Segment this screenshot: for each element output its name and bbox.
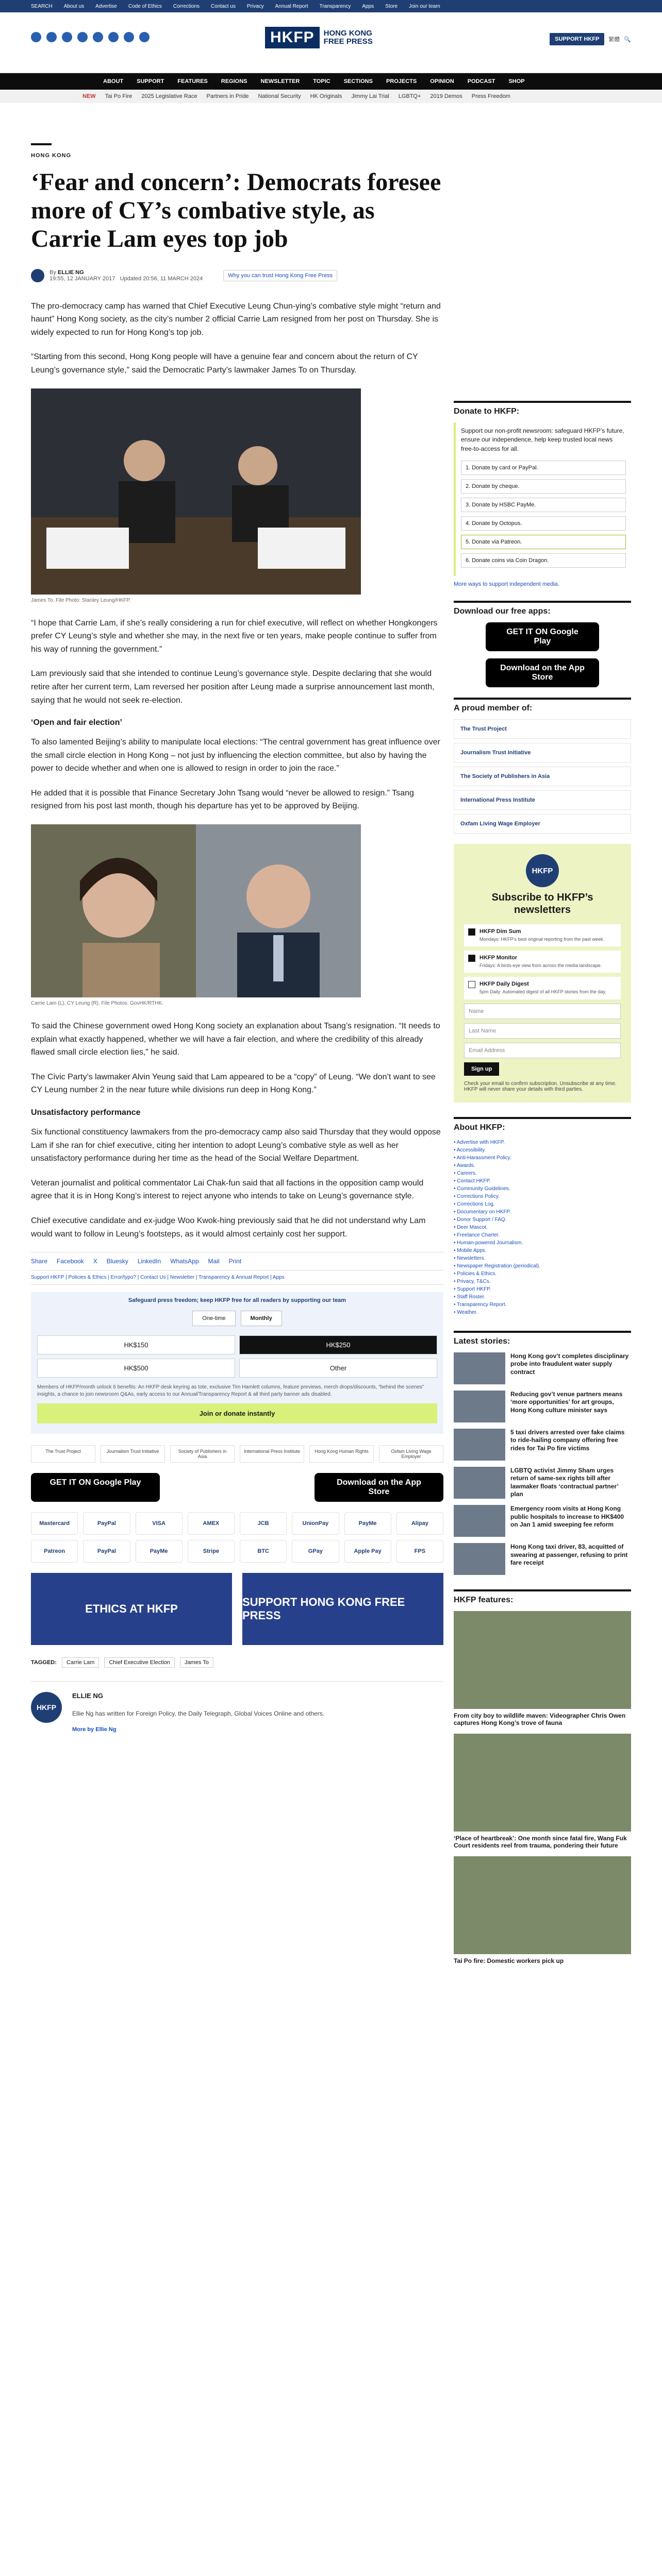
article bbox=[31, 143, 443, 1734]
x-icon[interactable] bbox=[46, 32, 57, 42]
ethics-promo[interactable]: ETHICS AT HKFP bbox=[31, 1573, 232, 1645]
sign-up-button[interactable]: Sign up bbox=[464, 1062, 499, 1076]
topbar-link[interactable]: Annual Report bbox=[275, 3, 308, 9]
masthead bbox=[0, 12, 662, 73]
paragraph: The Civic Party’s lawmaker Alvin Yeung said that Lam appeared to be a “copy” of Leung. “We don’t want to see CY Leung number 2 in the near future while divisions run deep in Hong Kong.” bbox=[31, 1072, 436, 1095]
membership-note: Members of HKFP/month unlock 6 benefits: An HKFP desk keyring as tote, exclusive Tim Hamlett columns, feature previews, merch drops/discounts, “behind the scenes” insights, a chance to join newsroom Q&As, early access to our Annual/Transparency Report & all third party banner ads disabled. bbox=[37, 1384, 424, 1398]
byline bbox=[31, 269, 443, 282]
promo-banners bbox=[31, 1573, 443, 1645]
feature-headline[interactable]: From city boy to wildlife maven: Videographer Chris Owen captures Hong Kong’s trove of fauna bbox=[454, 1711, 626, 1726]
amount-grid bbox=[37, 1335, 437, 1378]
subnav-item[interactable]: Partners in Pride bbox=[206, 93, 249, 99]
story-headline[interactable]: Hong Kong taxi driver, 83, acquitted of swearing at passenger, refusing to print fare receipt bbox=[510, 1543, 628, 1567]
story-thumbnail bbox=[454, 1352, 505, 1384]
share-link[interactable]: X bbox=[93, 1258, 97, 1265]
trust-logo[interactable]: Hong Kong Human Rights bbox=[309, 1445, 374, 1463]
tag[interactable]: Carrie Lam bbox=[62, 1657, 99, 1668]
threads-icon[interactable] bbox=[77, 32, 88, 42]
about-link[interactable]: • Anti-Harassment Policy. bbox=[454, 1155, 511, 1161]
payment-logo: FPS bbox=[396, 1540, 443, 1563]
feature-image[interactable] bbox=[454, 1611, 631, 1709]
support-promo[interactable]: SUPPORT HONG KONG FREE PRESS bbox=[242, 1573, 443, 1645]
latest-story[interactable] bbox=[454, 1429, 631, 1461]
support-hkfp-button[interactable]: SUPPORT HKFP bbox=[550, 33, 604, 45]
payment-logo: PayMe bbox=[344, 1512, 391, 1535]
trust-logo[interactable]: Society of Publishers in Asia bbox=[170, 1445, 235, 1463]
app-store-badge[interactable]: Download on the App Store bbox=[315, 1473, 443, 1502]
nav-item[interactable]: NEWSLETTER bbox=[260, 78, 300, 84]
member-title: A proud member of: bbox=[454, 698, 631, 713]
monthly-option[interactable]: Monthly bbox=[241, 1311, 282, 1326]
paragraph: He added that it is possible that Finance Secretary John Tsang would “never be allowed to resign.” Tsang resigned from his post last month, though his departure has yet to be approved by Beijing. bbox=[31, 788, 414, 811]
about-link[interactable]: • Careers. bbox=[454, 1170, 477, 1176]
chinese-language-link[interactable]: 繁體 bbox=[608, 37, 620, 43]
newsletter-option[interactable] bbox=[464, 977, 621, 999]
paragraph: The pro-democracy camp has warned that Chief Executive Leung Chun-ying’s combative style might “return and haunt” Hong Kong society, as the city’s number 2 official Carrie Lam resigned from her post on Thursday. She is widely expected to run for Hong Kong’s top job. bbox=[31, 301, 441, 337]
join-donate-button[interactable]: Join or donate instantly bbox=[37, 1403, 437, 1423]
paragraph: Chief executive candidate and ex-judge Woo Kwok-hing previously said that he did not understand why Lam would want to follow in Leung’s footsteps, as it would almost certainly cost her support. bbox=[31, 1216, 426, 1239]
google-play-badge[interactable]: GET IT ON Google Play bbox=[486, 622, 599, 651]
payment-logo: Mastercard bbox=[31, 1512, 78, 1535]
donate-panel-heading: Safeguard press freedom; keep HKFP free for all readers by supporting our team bbox=[128, 1297, 346, 1304]
logo-line2: FREE PRESS bbox=[323, 37, 373, 46]
name-field[interactable]: Name bbox=[464, 1004, 621, 1019]
newsletter-fine-print: Check your email to confirm subscription. Unsubscribe at any time. HKFP will never share your details with third parties. bbox=[464, 1080, 617, 1092]
bluesky-icon[interactable] bbox=[93, 32, 103, 42]
payment-logo: JCB bbox=[240, 1512, 287, 1535]
author-box-avatar: HKFP bbox=[31, 1692, 62, 1723]
frequency-toggle bbox=[37, 1311, 437, 1326]
about-list bbox=[454, 1139, 631, 1316]
partner-logo[interactable]: Oxfam Living Wage Employer bbox=[454, 814, 631, 834]
newsletter-name: HKFP Daily Digest bbox=[479, 981, 529, 988]
why-trust-link[interactable]: Why you can trust Hong Kong Free Press bbox=[223, 270, 337, 281]
payment-logo: BTC bbox=[240, 1540, 287, 1563]
partner-logo[interactable]: The Society of Publishers in Asia bbox=[454, 767, 631, 786]
nav-item[interactable]: PODCAST bbox=[467, 78, 495, 84]
subnav-item[interactable]: LGBTQ+ bbox=[398, 93, 421, 99]
tag[interactable]: Chief Executive Election bbox=[104, 1657, 175, 1668]
payment-logo: GPay bbox=[292, 1540, 339, 1563]
donate-panel bbox=[31, 1292, 443, 1434]
last-name-field[interactable]: Last Name bbox=[464, 1023, 621, 1039]
linkedin-icon[interactable] bbox=[124, 32, 134, 42]
payment-logo: Patreon bbox=[31, 1540, 78, 1563]
amount-option[interactable]: HK$150 bbox=[37, 1335, 235, 1354]
logo-line1: HONG KONG bbox=[323, 28, 372, 38]
apps-title: Download our free apps: bbox=[454, 601, 631, 616]
trust-logos bbox=[31, 1445, 443, 1463]
top-utility-bar bbox=[0, 0, 662, 12]
nav-item[interactable]: REGIONS bbox=[221, 78, 247, 84]
paragraph: To also lamented Beijing’s ability to manipulate local elections: “The central government has great influence over the small circle election in Hong Kong – not just by influencing the election committee, but also by having the power to decide whether and when one is allowed to resign in order to join the race.” bbox=[31, 738, 440, 773]
nav-item[interactable]: ABOUT bbox=[103, 78, 124, 84]
partner-logo[interactable]: International Press Institute bbox=[454, 790, 631, 810]
author-box bbox=[31, 1681, 443, 1734]
donate-option[interactable]: 2. Donate by cheque. bbox=[461, 479, 626, 494]
search-link[interactable]: SEARCH bbox=[31, 3, 53, 9]
nav-item[interactable]: FEATURES bbox=[177, 78, 208, 84]
footer-links[interactable]: Support HKFP | Policies & Ethics | Error/typo? | Contact Us | Newsletter | Transparency & Annual Report | Apps bbox=[31, 1270, 443, 1285]
newsletter-checkbox[interactable] bbox=[468, 981, 475, 988]
feature-image[interactable] bbox=[454, 1734, 631, 1832]
donate-option[interactable]: 4. Donate by Octopus. bbox=[461, 516, 626, 531]
donate-text: Support our non-profit newsroom: safeguard HKFP’s future, ensure our independence, help keep trusted local news free-to-access for all. bbox=[461, 427, 624, 452]
about-link[interactable]: • Newspaper Registration (periodical). bbox=[454, 1263, 541, 1269]
latest-story[interactable] bbox=[454, 1467, 631, 1499]
share-label: Share bbox=[31, 1258, 48, 1265]
latest-story[interactable] bbox=[454, 1543, 631, 1575]
paragraph: To said the Chinese government owed Hong Kong society an explanation about Tsang’s resignation. “It needs to explain what exactly happened, whether we will have a fair election, and where the credibility of this already flawed small circle election lies,” he said. bbox=[31, 1022, 440, 1057]
payment-logo: AMEX bbox=[188, 1512, 235, 1535]
feature-list bbox=[454, 1611, 631, 1964]
facebook-icon[interactable] bbox=[31, 32, 41, 42]
paragraph: Lam previously said that she intended to continue Leung’s governance style. Despite declaring that she would retire after her current term, Lam reversed her position after Leung made a surprise announcement last month, saying that he would not seek re-election. bbox=[31, 669, 435, 705]
donate-option[interactable]: 5. Donate via Patreon. bbox=[461, 535, 626, 549]
about-link[interactable]: • Donor Support / FAQ. bbox=[454, 1216, 507, 1223]
newsletter-name: HKFP Monitor bbox=[479, 955, 518, 961]
about-link[interactable]: • Advertise with HKFP. bbox=[454, 1139, 505, 1145]
byline-by: By bbox=[49, 269, 56, 276]
more-ways-link[interactable]: More ways to support independent media. bbox=[454, 581, 559, 588]
newsletter-option[interactable] bbox=[464, 924, 621, 946]
about-link[interactable]: • Transparency Report. bbox=[454, 1301, 507, 1308]
share-link[interactable]: Mail bbox=[208, 1258, 220, 1265]
about-title: About HKFP: bbox=[454, 1117, 631, 1132]
share-link[interactable]: Bluesky bbox=[106, 1258, 128, 1265]
story-thumbnail bbox=[454, 1505, 505, 1537]
sidebar-apps bbox=[454, 622, 631, 687]
photo-caption: Carrie Lam (L), CY Leung (R). File Photos: GovHK/RTHK. bbox=[31, 1001, 163, 1007]
kicker-rule bbox=[31, 143, 52, 145]
about-link[interactable]: • Awards. bbox=[454, 1162, 475, 1168]
youtube-icon[interactable] bbox=[108, 32, 119, 42]
updated-date: Updated 20:56, 11 MARCH 2024 bbox=[120, 275, 203, 282]
google-play-badge[interactable]: GET IT ON Google Play bbox=[31, 1473, 160, 1502]
app-store-badge[interactable]: Download on the App Store bbox=[486, 658, 599, 687]
trust-logo[interactable]: Oxfam Living Wage Employer bbox=[379, 1445, 443, 1463]
rss-icon[interactable] bbox=[139, 32, 150, 42]
nav-item[interactable]: PROJECTS bbox=[386, 78, 417, 84]
author-avatar bbox=[31, 269, 44, 282]
new-badge: NEW bbox=[82, 93, 96, 99]
latest-stories bbox=[454, 1352, 631, 1575]
about-link[interactable]: • Corrections Policy. bbox=[454, 1193, 500, 1199]
trust-logo[interactable]: The Trust Project bbox=[31, 1445, 95, 1463]
share-link[interactable]: LinkedIn bbox=[137, 1258, 161, 1265]
feature-image[interactable] bbox=[454, 1856, 631, 1954]
latest-story[interactable] bbox=[454, 1352, 631, 1384]
topbar-link[interactable]: Corrections bbox=[173, 3, 200, 9]
nav-item[interactable]: SUPPORT bbox=[137, 78, 164, 84]
app-store-row bbox=[31, 1473, 443, 1502]
newsletter-box bbox=[454, 844, 631, 1102]
author-link[interactable]: ELLIE NG bbox=[57, 269, 84, 276]
donate-box bbox=[454, 422, 631, 576]
feature-headline[interactable]: ‘Place of heartbreak’: One month since fatal fire, Wang Fuk Court residents reel from trauma, pondering their future bbox=[454, 1834, 627, 1849]
paragraph: “I hope that Carrie Lam, if she’s really considering a run for chief executive, will reflect on whether Hongkongers prefer CY Leung’s style and whether she may, in the next five or ten years, make people continue to suffer from his way of running the government.” bbox=[31, 618, 438, 654]
subnav-item[interactable]: 2025 Legislative Race bbox=[141, 93, 197, 99]
author-bio: Ellie Ng has written for Foreign Policy, the Daily Telegraph, Global Voices Online and others. bbox=[72, 1710, 325, 1718]
newsletter-checkbox[interactable] bbox=[468, 928, 475, 936]
share-bar bbox=[31, 1252, 443, 1270]
subnav-item[interactable]: 2019 Demos bbox=[430, 93, 462, 99]
more-by-author-link[interactable]: More by Ellie Ng bbox=[72, 1726, 117, 1733]
main-nav bbox=[0, 73, 662, 90]
payment-logo: Alipay bbox=[396, 1512, 443, 1535]
author-box-name[interactable]: ELLIE NG bbox=[72, 1692, 103, 1700]
donate-title: Donate to HKFP: bbox=[454, 401, 631, 416]
tagged-label: TAGGED: bbox=[31, 1659, 57, 1666]
one-time-option[interactable]: One-time bbox=[192, 1311, 235, 1326]
payment-logo: UnionPay bbox=[292, 1512, 339, 1535]
newsletter-desc: 5pm Daily: Automated digest of all HKFP stories from the day. bbox=[479, 989, 606, 995]
payment-methods bbox=[31, 1512, 443, 1563]
about-link[interactable]: • Documentary on HKFP. bbox=[454, 1209, 511, 1215]
partner-logo[interactable]: The Trust Project bbox=[454, 719, 631, 739]
nav-item[interactable]: SECTIONS bbox=[343, 78, 373, 84]
paragraph: “Starting from this second, Hong Kong people will have a genuine fear and concern about the return of CY Leung’s governance style,” said the Democratic Party’s lawmaker James To on Thursday. bbox=[31, 352, 418, 375]
subnav-item[interactable]: Jimmy Lai Trial bbox=[351, 93, 389, 99]
newsletter-checkbox[interactable] bbox=[468, 955, 475, 962]
newsletter-desc: Fridays: A birds-eye view from across the media landscape. bbox=[479, 963, 602, 969]
about-link[interactable]: • Newsletters. bbox=[454, 1255, 486, 1261]
payment-logo: Stripe bbox=[188, 1540, 235, 1563]
subnav-item[interactable]: Press Freedom bbox=[471, 93, 510, 99]
trust-logo[interactable]: Journalism Trust Initiative bbox=[101, 1445, 165, 1463]
newsletter-title: Subscribe to HKFP’s newsletters bbox=[491, 892, 593, 916]
amount-option[interactable]: Other bbox=[239, 1359, 437, 1378]
story-headline[interactable]: LGBTQ activist Jimmy Sham urges return of same-sex rights bill after lawmaker floats ‘contractual partner’ plan bbox=[510, 1466, 619, 1498]
newsletter-desc: Mondays: HKFP’s best original reporting from the past week. bbox=[479, 937, 604, 942]
feature-headline[interactable]: Tai Po fire: Domestic workers pick up bbox=[454, 1957, 564, 1964]
story-headline[interactable]: Emergency room visits at Hong Kong public hospitals to increase to HK$400 on Jan 1 amid sweeping fee reform bbox=[510, 1504, 624, 1529]
newsletter-name: HKFP Dim Sum bbox=[479, 928, 521, 935]
about-link[interactable]: • Policies & Ethics. bbox=[454, 1270, 496, 1277]
subnav-item[interactable]: National Security bbox=[258, 93, 301, 99]
topbar-link[interactable]: Privacy bbox=[246, 3, 264, 9]
about-link[interactable]: • Deer Mascot. bbox=[454, 1224, 488, 1230]
payment-logo: VISA bbox=[136, 1512, 183, 1535]
amount-option[interactable]: HK$250 bbox=[239, 1335, 437, 1354]
logo-box: HKFP bbox=[265, 27, 320, 48]
tags-row bbox=[31, 1657, 443, 1668]
payment-logo: Apple Pay bbox=[344, 1540, 391, 1563]
article-title: ‘Fear and concern’: Democrats foresee more of CY’s combative style, as Carrie Lam eyes top job bbox=[31, 168, 441, 253]
about-link[interactable]: • Freelance Charter. bbox=[454, 1232, 500, 1238]
subnav-item[interactable]: HK Originals bbox=[310, 93, 342, 99]
donate-option[interactable]: 6. Donate coins via Coin Dragon. bbox=[461, 553, 626, 568]
latest-story[interactable] bbox=[454, 1505, 631, 1537]
site-logo[interactable] bbox=[265, 27, 373, 48]
topbar-link[interactable]: Join our team bbox=[409, 3, 440, 9]
about-link[interactable]: • Weather. bbox=[454, 1309, 478, 1315]
nav-item[interactable]: SHOP bbox=[508, 78, 525, 84]
story-headline[interactable]: Reducing gov’t venue partners means ‘more opportunities’ for art groups, Hong Kong culture minister says bbox=[510, 1390, 623, 1414]
partner-list bbox=[454, 719, 631, 834]
story-headline[interactable]: Hong Kong gov’t completes disciplinary probe into fraudulent water supply contract bbox=[510, 1352, 629, 1376]
share-link[interactable]: Facebook bbox=[57, 1258, 84, 1265]
latest-title: Latest stories: bbox=[454, 1331, 631, 1346]
about-link[interactable]: • Mobile Apps. bbox=[454, 1247, 487, 1253]
published-date: 19:55, 12 JANUARY 2017 bbox=[49, 275, 115, 282]
nav-item[interactable]: TOPIC bbox=[313, 78, 330, 84]
trust-logo[interactable]: International Press Institute bbox=[240, 1445, 304, 1463]
subheading: Unsatisfactory performance bbox=[31, 1108, 141, 1117]
story-thumbnail bbox=[454, 1467, 505, 1499]
features-title: HKFP features: bbox=[454, 1589, 631, 1605]
topbar-link[interactable]: About us bbox=[63, 3, 85, 9]
about-link[interactable]: • Contact HKFP. bbox=[454, 1178, 491, 1184]
subheading: ‘Open and fair election’ bbox=[31, 718, 122, 727]
topbar-link[interactable]: Apps bbox=[362, 3, 374, 9]
newsletter-logo: HKFP bbox=[526, 854, 559, 887]
paragraph: Six functional constituency lawmakers from the pro-democracy camp also said Thursday that they would oppose Lam if she ran for chief executive, citing her intention to adopt Leung’s combative style as well as her unsatisfactory performance during her time as the head of the Social Welfare Department. bbox=[31, 1128, 441, 1163]
newsletter-option[interactable] bbox=[464, 951, 621, 973]
search-icon[interactable]: 🔍 bbox=[624, 36, 631, 43]
about-link[interactable]: • Support HKFP. bbox=[454, 1286, 491, 1292]
topbar-link[interactable]: Contact us bbox=[211, 3, 236, 9]
partner-logo[interactable]: Journalism Trust Initiative bbox=[454, 743, 631, 762]
share-link[interactable]: Print bbox=[228, 1258, 242, 1265]
photo-caption: James To. File Photo: Stanley Leung/HKFP. bbox=[31, 597, 131, 603]
about-link[interactable]: • Human-powered Journalism. bbox=[454, 1240, 523, 1246]
social-icons bbox=[31, 32, 150, 42]
story-headline[interactable]: 5 taxi drivers arrested over fake claims to ride-hailing company offering free rides for Tai Po fire victims bbox=[510, 1428, 625, 1452]
topbar-link[interactable]: Store bbox=[385, 3, 398, 9]
about-link[interactable]: • Accessibility. bbox=[454, 1147, 486, 1153]
photo-lam-leung bbox=[31, 824, 361, 997]
latest-story[interactable] bbox=[454, 1391, 631, 1422]
payment-logo: PayMe bbox=[136, 1540, 183, 1563]
about-link[interactable]: • Corrections Log. bbox=[454, 1201, 495, 1207]
story-thumbnail bbox=[454, 1391, 505, 1422]
payment-logo: PayPal bbox=[83, 1540, 130, 1563]
donate-option[interactable]: 3. Donate by HSBC PayMe. bbox=[461, 498, 626, 512]
subnav-item[interactable]: Tai Po Fire bbox=[105, 93, 133, 99]
photo-lam-leung-image bbox=[31, 824, 361, 997]
sub-nav bbox=[0, 90, 662, 103]
about-link[interactable]: • Community Guidelines. bbox=[454, 1185, 510, 1192]
nav-item[interactable]: OPINION bbox=[430, 78, 454, 84]
story-thumbnail bbox=[454, 1429, 505, 1461]
instagram-icon[interactable] bbox=[62, 32, 72, 42]
photo-james-to-image bbox=[31, 388, 361, 595]
topbar-link[interactable]: Code of Ethics bbox=[128, 3, 162, 9]
donate-option[interactable]: 1. Donate by card or PayPal. bbox=[461, 461, 626, 475]
sidebar bbox=[454, 401, 631, 1972]
topbar-link[interactable]: Advertise bbox=[95, 3, 117, 9]
share-link[interactable]: WhatsApp bbox=[170, 1258, 199, 1265]
article-kicker[interactable]: HONG KONG bbox=[31, 152, 72, 159]
tag[interactable]: James To bbox=[180, 1657, 213, 1668]
about-link[interactable]: • Privacy, T&Cs. bbox=[454, 1278, 491, 1284]
email-field[interactable]: Email Address bbox=[464, 1043, 621, 1058]
paragraph: Veteran journalist and political commentator Lai Chak-fun said that all factions in the opposition camp would agree that it is in Hong Kong’s interest to reject anyone who intends to take on Leung’s governance style. bbox=[31, 1178, 424, 1201]
payment-logo: PayPal bbox=[83, 1512, 130, 1535]
photo-james-to bbox=[31, 388, 361, 595]
story-thumbnail bbox=[454, 1543, 505, 1575]
amount-option[interactable]: HK$500 bbox=[37, 1359, 235, 1378]
topbar-link[interactable]: Transparency bbox=[319, 3, 351, 9]
about-link[interactable]: • Staff Roster. bbox=[454, 1294, 486, 1300]
